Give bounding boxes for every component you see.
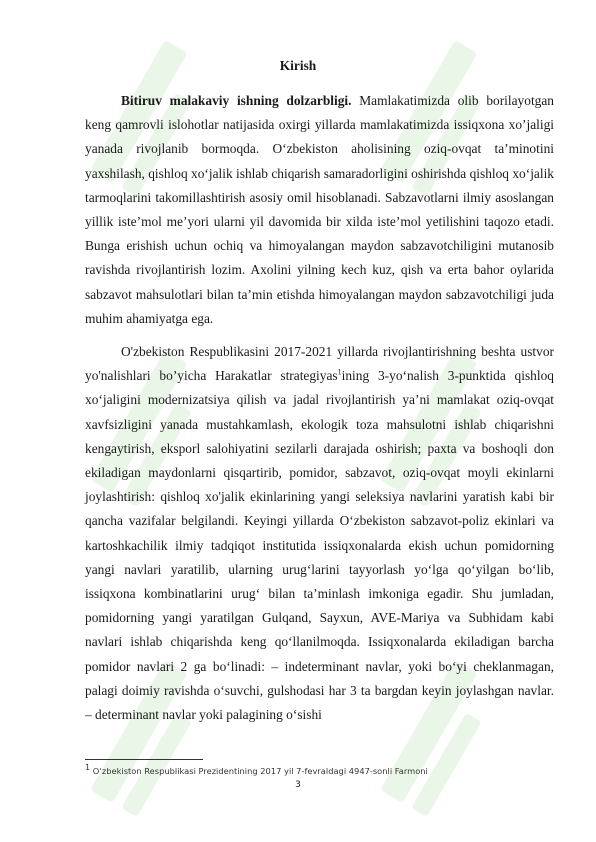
paragraph-strategy [85, 340, 554, 727]
paragraph-text: Mamlakatimizda olib borilayotgan keng qamrovli islohotlar natijasida oxirgi yillarda mamlakatimizda issiqxona xo’jaligi yanada rivojlanib bormoqda. O‘zbekiston aholisining oziq-ovqat ta’minotini yaxshilash, qishloq xo‘jalik ishlab chiqarish samaradorligini oshirishda qishloq xo‘jalik tarmoqlarini takomillashtirish asosiy omil hisoblanadi. Sabzavotlarni ilmiy asoslangan yillik iste’mol me’yori ularni yil davomida bir xilda iste’mol yetilishini taqozo etadi. Bunga erishish uchun ochiq va himoyalangan maydon sabzavotchiligini mutanosib ravishda rivojlantirish lozim. Axolini yilning kech kuz, qish va erta bahor oylarida sabzavot mahsulotlari bilan ta’min etishda himoyalangan maydon sabzavotchiligi juda muhim ahamiyatga ega. [85, 93, 554, 326]
paragraph-text-before-ref: O'zbekiston Respublikasini 2017-2021 yillarda rivojlantirishning beshta ustvor yo'nalishlari bo’yicha Harakatlar strategiyas [85, 344, 554, 384]
footnote [85, 763, 428, 776]
page-number: 3 [295, 780, 301, 790]
paragraph-relevance [85, 89, 554, 331]
footnote-reference[interactable]: 1 [337, 367, 342, 377]
footnote-divider [85, 759, 203, 760]
paragraph-lead: Bitiruv malakaviy ishning dolzarbligi. [121, 93, 352, 108]
section-title: Kirish [279, 58, 317, 73]
footnote-number: 1 [85, 763, 91, 773]
paragraph-text-after-ref: ining 3-yo‘nalish 3-punktida qishloq xo‘jaligini modernizatsiya qilish va jadal rivojlantirish ya’ni mamlakat oziq-ovqat xavfsizligini yanada mustahkamlash, ekologik toza mahsulotni ishlab chiqarishni kengaytirish, eksporl salohiyatini sezilarli darajada oshirish; paxta va boshoqli don ekiladigan maydonlarni qisqartirib, pomidor, sabzavot, oziq-ovqat moyli ekinlarni joylashtirish: qishloq xo'jalik ekinlarining yangi seleksiya navlarini yaratish kabi bir qancha vazifalar belgilandi. Keyingi yillarda O‘zbekiston sabzavot-poliz ekinlari va kartoshkachilik ilmiy tadqiqot institutida issiqxonalarda ekish uchun pomidorning yangi navlari yaratilib, ularning urug‘larini tayyorlash yo‘lga qo‘yilgan bo‘lib, issiqxona kombinatlarini urug‘ bilan ta’minlash imkoniga egadir. Shu jumladan, pomidorning yangi yaratilgan Gulqand, Sayxun, AVE-Mariya va Subhidam kabi navlari ishlab chiqarishda keng qo‘llanilmoqda. Issiqxonalarda ekiladigan barcha pomidor navlari 2 ga bo‘linadi: – indeterminant navlar, yoki bo‘yi cheklanmagan, palagi doimiy ravishda o‘suvchi, gulshodasi har 3 ta bargdan keyin joylashgan navlar. – determinant navlar yoki palagining o‘sishi [85, 368, 554, 723]
footnote-text: O‘zbekiston Respublikasi Prezidentining 2017 yil 7-fevraldagi 4947-sonli Farmoni [90, 766, 428, 776]
